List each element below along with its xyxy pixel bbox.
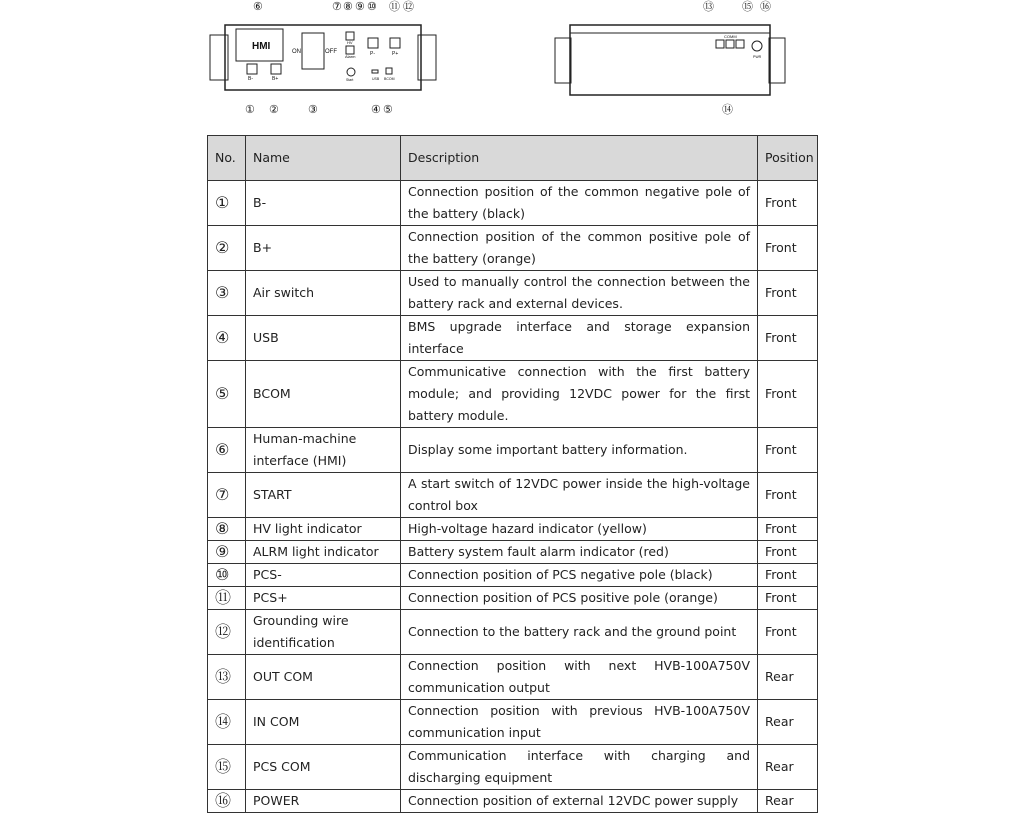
row-number: ② <box>208 226 246 271</box>
table-row <box>208 610 818 655</box>
row-number: ⑤ <box>208 361 246 428</box>
row-description: Connection position with previous HVB-100A750V communication input <box>401 700 758 745</box>
callout-15: ⑮ <box>742 1 753 13</box>
header-description: Description <box>401 136 758 181</box>
table-row <box>208 316 818 361</box>
hv-label: HV <box>347 40 353 45</box>
bneg-label: B- <box>248 76 253 82</box>
row-name: PCS COM <box>246 745 401 790</box>
callout-8: ⑧ <box>343 1 353 13</box>
row-name: PCS- <box>246 564 401 587</box>
row-number: ⑬ <box>208 655 246 700</box>
callout-5: ⑤ <box>383 104 393 116</box>
row-description: Connection position with next HVB-100A750V communication output <box>401 655 758 700</box>
comm-label: COMM <box>724 34 737 39</box>
table-row <box>208 428 818 473</box>
table-row <box>208 655 818 700</box>
row-number: ③ <box>208 271 246 316</box>
row-name: HV light indicator <box>246 518 401 541</box>
row-name: Human-machine interface (HMI) <box>246 428 401 473</box>
callout-16: ⑯ <box>760 1 771 13</box>
row-position: Front <box>758 473 818 518</box>
row-number: ⑦ <box>208 473 246 518</box>
row-number: ⑪ <box>208 587 246 610</box>
row-number: ⑧ <box>208 518 246 541</box>
rear-panel-diagram <box>550 0 790 120</box>
row-name: Grounding wire identification <box>246 610 401 655</box>
row-description: Connection position of external 12VDC power supply <box>401 790 758 813</box>
table-header <box>208 136 818 181</box>
table-row <box>208 790 818 813</box>
row-name: BCOM <box>246 361 401 428</box>
row-position: Rear <box>758 745 818 790</box>
row-number: ⑮ <box>208 745 246 790</box>
callout-12: ⑫ <box>403 1 414 13</box>
table-row <box>208 587 818 610</box>
row-description: Connection position of the common positive pole of the battery (orange) <box>401 226 758 271</box>
bcom-label: BCOM <box>384 77 395 81</box>
row-name: IN COM <box>246 700 401 745</box>
callout-9: ⑨ <box>355 1 365 13</box>
row-description: Communication interface with charging and discharging equipment <box>401 745 758 790</box>
row-name: START <box>246 473 401 518</box>
callout-13: ⑬ <box>703 1 714 13</box>
row-position: Front <box>758 541 818 564</box>
table-row <box>208 518 818 541</box>
row-number: ⑥ <box>208 428 246 473</box>
row-number: ① <box>208 181 246 226</box>
callout-3: ③ <box>308 104 318 116</box>
callout-4: ④ <box>371 104 381 116</box>
table-row <box>208 541 818 564</box>
row-position: Rear <box>758 790 818 813</box>
row-number: ⑭ <box>208 700 246 745</box>
row-name: B- <box>246 181 401 226</box>
row-position: Rear <box>758 700 818 745</box>
row-position: Front <box>758 226 818 271</box>
callout-10: ⑩ <box>367 1 377 13</box>
alarm-label: Alarm <box>345 54 356 59</box>
row-name: OUT COM <box>246 655 401 700</box>
row-description: Display some important battery information. <box>401 428 758 473</box>
callout-6: ⑥ <box>253 1 263 13</box>
row-name: B+ <box>246 226 401 271</box>
row-description: Connection position of PCS positive pole (orange) <box>401 587 758 610</box>
component-table <box>207 135 818 813</box>
callout-11: ⑪ <box>389 1 400 13</box>
row-description: Communicative connection with the first battery module; and providing 12VDC power for the first battery module. <box>401 361 758 428</box>
row-position: Front <box>758 564 818 587</box>
row-description: BMS upgrade interface and storage expansion interface <box>401 316 758 361</box>
bpos-label: B+ <box>272 76 279 82</box>
table-row <box>208 745 818 790</box>
row-position: Front <box>758 271 818 316</box>
row-name: Air switch <box>246 271 401 316</box>
callout-7: ⑦ <box>332 1 342 13</box>
row-position: Rear <box>758 655 818 700</box>
row-description: Used to manually control the connection between the battery rack and external devices. <box>401 271 758 316</box>
row-position: Front <box>758 518 818 541</box>
callout-2: ② <box>269 104 279 116</box>
hmi-label: HMI <box>252 41 271 52</box>
front-panel-diagram <box>200 0 440 120</box>
row-name: USB <box>246 316 401 361</box>
row-number: ⑨ <box>208 541 246 564</box>
row-name: ALRM light indicator <box>246 541 401 564</box>
ppos-label: P+ <box>392 51 399 57</box>
callout-1: ① <box>245 104 255 116</box>
row-number: ⑯ <box>208 790 246 813</box>
row-position: Front <box>758 610 818 655</box>
header-no: No. <box>208 136 246 181</box>
table-row <box>208 226 818 271</box>
row-description: Connection position of the common negative pole of the battery (black) <box>401 181 758 226</box>
row-description: Connection to the battery rack and the ground point <box>401 610 758 655</box>
start-label: Start <box>346 78 354 82</box>
pwr-label: PWR <box>753 55 762 59</box>
row-position: Front <box>758 428 818 473</box>
usb-label: USB <box>372 77 380 81</box>
table-row <box>208 181 818 226</box>
table-row <box>208 271 818 316</box>
on-label: ON <box>292 49 301 55</box>
off-label: OFF <box>325 49 337 55</box>
row-description: A start switch of 12VDC power inside the high-voltage control box <box>401 473 758 518</box>
table-row <box>208 564 818 587</box>
row-position: Front <box>758 181 818 226</box>
callout-14: ⑭ <box>722 104 733 116</box>
row-description: High-voltage hazard indicator (yellow) <box>401 518 758 541</box>
table-row <box>208 473 818 518</box>
row-number: ⑩ <box>208 564 246 587</box>
row-name: POWER <box>246 790 401 813</box>
row-position: Front <box>758 587 818 610</box>
table-row <box>208 700 818 745</box>
row-position: Front <box>758 316 818 361</box>
header-name: Name <box>246 136 401 181</box>
row-number: ⑫ <box>208 610 246 655</box>
row-description: Battery system fault alarm indicator (red) <box>401 541 758 564</box>
row-description: Connection position of PCS negative pole (black) <box>401 564 758 587</box>
row-number: ④ <box>208 316 246 361</box>
row-position: Front <box>758 361 818 428</box>
row-name: PCS+ <box>246 587 401 610</box>
header-position: Position <box>758 136 818 181</box>
pneg-label: P- <box>370 51 375 57</box>
table-row <box>208 361 818 428</box>
